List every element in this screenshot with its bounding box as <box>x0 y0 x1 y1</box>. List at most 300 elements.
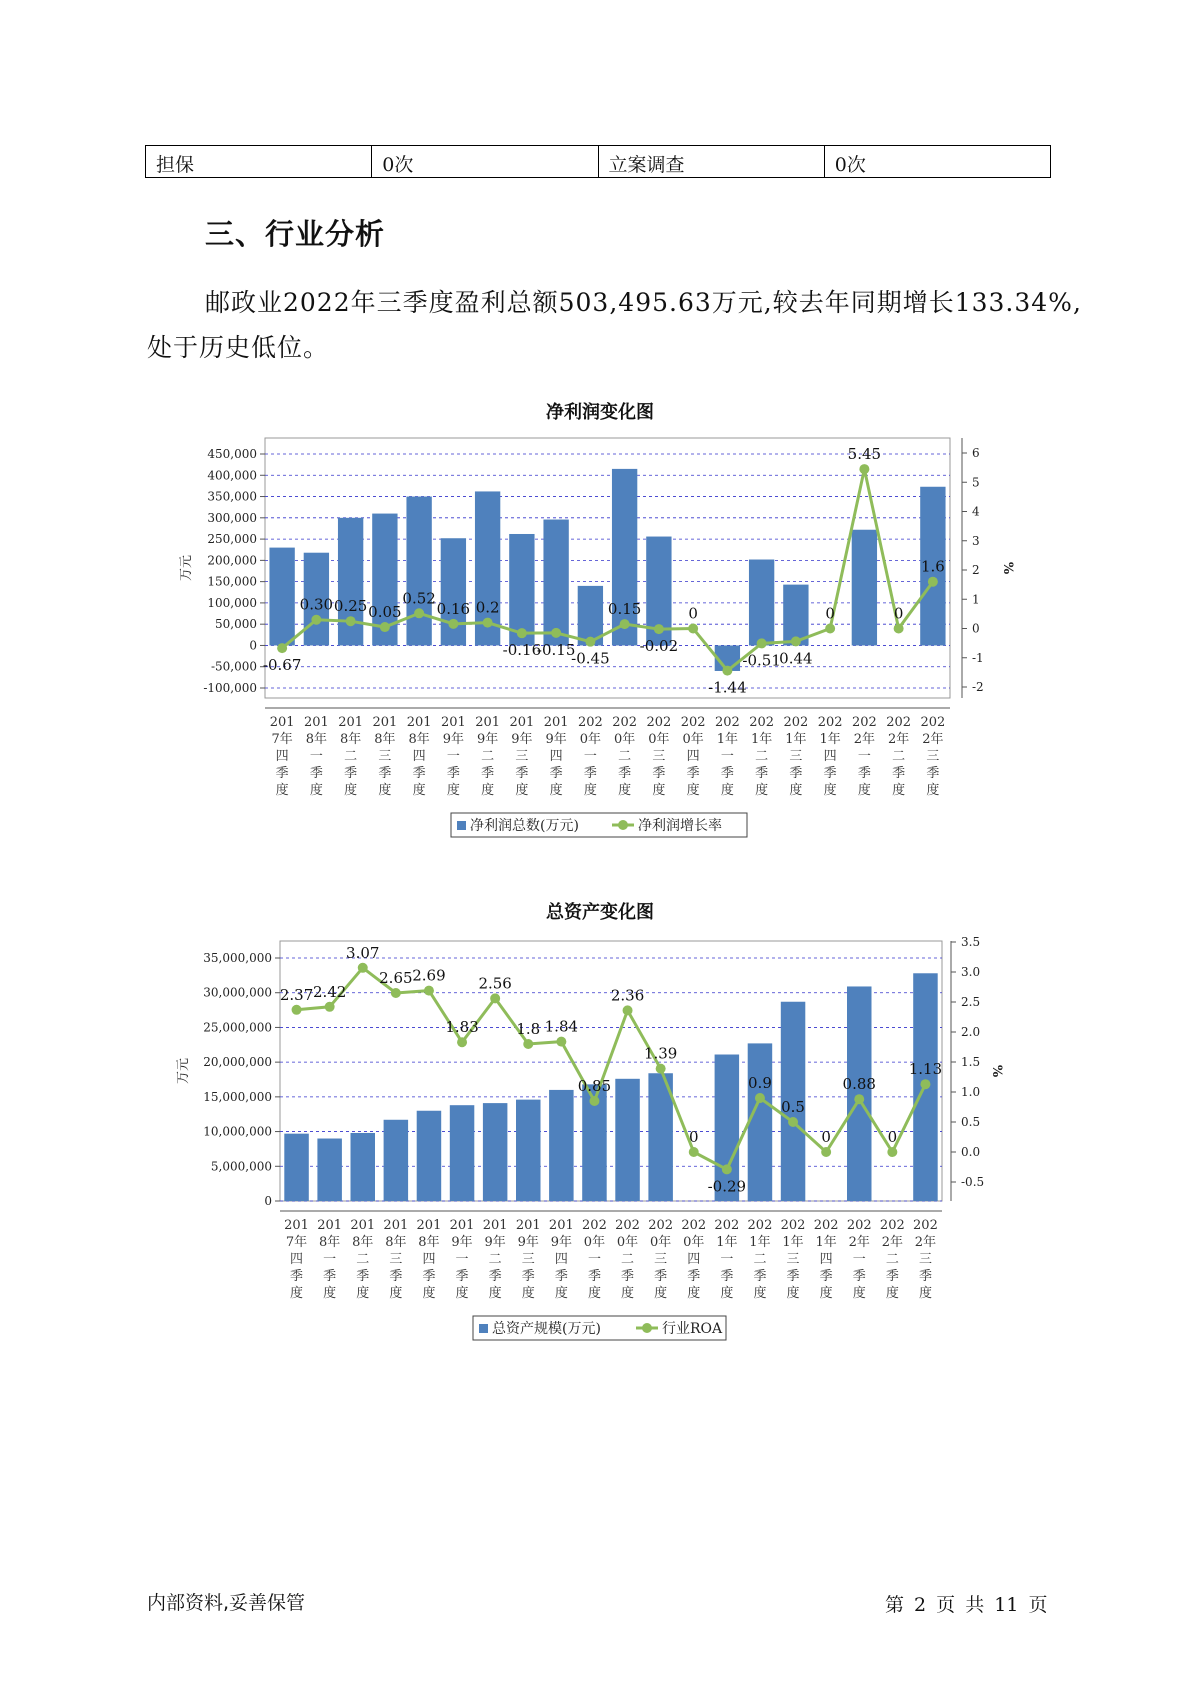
legend-swatch-bar <box>479 1324 488 1333</box>
x-tick-label: 度 <box>488 1286 502 1301</box>
point-label: 0 <box>825 604 835 623</box>
x-tick-label: 四 <box>290 1252 304 1267</box>
x-tick-label: 2年 <box>914 1235 937 1250</box>
point-label: 2.69 <box>412 966 446 985</box>
x-tick-label: 三 <box>926 749 940 764</box>
x-tick-label: 度 <box>275 783 289 798</box>
x-tick-label: 201 <box>548 1218 574 1233</box>
line-point <box>517 628 527 638</box>
bar <box>612 469 637 646</box>
x-tick-label: 季 <box>344 766 358 781</box>
point-label: 1.6 <box>920 557 945 576</box>
line-point <box>277 643 287 653</box>
x-tick-label: 2年 <box>922 732 944 747</box>
x-tick-label: 季 <box>309 766 323 781</box>
x-tick-label: 度 <box>753 1286 767 1301</box>
x-tick-label: 季 <box>852 1269 866 1284</box>
y-tick-label: 300,000 <box>207 510 257 525</box>
point-label: 0.30 <box>299 595 334 614</box>
x-tick-label: 9年 <box>545 732 567 747</box>
line-point <box>791 636 801 646</box>
x-tick-label: 四 <box>819 1252 833 1267</box>
x-tick-label: 8年 <box>385 1235 407 1250</box>
x-tick-label: 一 <box>852 1252 866 1267</box>
x-tick-label: 季 <box>926 766 940 781</box>
table-cell: 立案调查 <box>598 146 824 178</box>
x-tick-label: 度 <box>290 1286 304 1301</box>
point-label: 0.88 <box>842 1075 876 1094</box>
x-tick-label: 三 <box>652 749 666 764</box>
line-point <box>556 1037 566 1047</box>
y2-axis-title: % <box>989 1064 1004 1078</box>
x-tick-label: 度 <box>687 1286 701 1301</box>
point-label: 1.84 <box>544 1017 579 1036</box>
x-tick-label: 季 <box>885 1269 899 1284</box>
point-label: 2.65 <box>379 969 413 987</box>
point-label: 0.16 <box>436 599 471 618</box>
y-tick-label: 35,000,000 <box>203 951 272 965</box>
x-tick-label: 二 <box>481 749 495 764</box>
line-point <box>854 1094 864 1104</box>
bar <box>748 1043 772 1201</box>
x-tick-label: 季 <box>378 766 392 781</box>
line-point <box>623 1005 633 1015</box>
point-label: 0.9 <box>748 1074 772 1092</box>
x-tick-label: 度 <box>720 783 734 798</box>
table-cell: 0次 <box>824 146 1050 178</box>
x-tick-label: 季 <box>755 766 769 781</box>
point-label: 0 <box>688 1128 699 1146</box>
point-label: -0.51 <box>742 651 781 670</box>
y2-tick-label: 1.0 <box>961 1085 981 1099</box>
point-label: 1.8 <box>516 1020 541 1038</box>
point-label: 2.56 <box>478 974 512 993</box>
x-tick-label: 季 <box>446 766 460 781</box>
x-tick-label: 季 <box>323 1269 337 1284</box>
y2-tick-label: -0.5 <box>961 1175 985 1189</box>
point-label: 1.39 <box>643 1044 678 1063</box>
table-cell: 担保 <box>146 146 372 178</box>
line-point <box>483 618 493 628</box>
x-tick-label: 季 <box>687 1269 701 1284</box>
x-tick-label: 8年 <box>418 1235 440 1250</box>
x-tick-label: 8年 <box>339 732 362 747</box>
x-tick-label: 201 <box>406 715 432 730</box>
x-tick-label: 度 <box>823 783 837 798</box>
bar <box>783 585 808 646</box>
x-tick-label: 季 <box>549 766 563 781</box>
x-tick-label: 9年 <box>451 1235 473 1250</box>
x-tick-label: 201 <box>509 715 535 730</box>
x-tick-label: 度 <box>587 1286 601 1301</box>
x-tick-label: 度 <box>892 783 906 798</box>
x-tick-label: 度 <box>412 783 426 798</box>
x-tick-label: 二 <box>753 1252 767 1267</box>
x-tick-label: 度 <box>686 783 700 798</box>
x-tick-label: 三 <box>389 1252 403 1267</box>
x-tick-label: 三 <box>786 1252 800 1267</box>
x-tick-label: 一 <box>720 749 734 764</box>
x-tick-label: 季 <box>753 1269 767 1284</box>
x-tick-label: 季 <box>554 1269 568 1284</box>
x-tick-label: 度 <box>720 1286 734 1301</box>
x-tick-label: 季 <box>412 766 426 781</box>
x-tick-label: 202 <box>886 715 912 730</box>
y-axis-title: 万元 <box>179 554 194 582</box>
x-tick-label: 202 <box>681 1218 707 1233</box>
x-tick-label: 度 <box>389 1286 403 1301</box>
bar <box>483 1103 507 1201</box>
analysis-paragraph: 邮政业2022年三季度盈利总额503,495.63万元,较去年同期增长133.34%,处于历史低位。 <box>147 288 1082 362</box>
x-tick-label: 度 <box>446 783 460 798</box>
line-point <box>825 624 835 634</box>
x-tick-label: 202 <box>780 1218 806 1233</box>
line-point <box>551 628 561 638</box>
x-tick-label: 季 <box>823 766 837 781</box>
y-tick-label: 0 <box>264 1194 272 1208</box>
line-point <box>346 616 356 626</box>
x-tick-label: 季 <box>481 766 495 781</box>
x-tick-label: 四 <box>422 1252 436 1267</box>
x-tick-label: 9年 <box>550 1235 572 1250</box>
bar <box>351 1133 375 1201</box>
x-tick-label: 201 <box>475 715 501 730</box>
line-point <box>920 1079 930 1089</box>
table-cell: 0次 <box>372 146 598 178</box>
y2-tick-label: 0.5 <box>961 1115 981 1129</box>
x-tick-label: 二 <box>618 749 632 764</box>
x-tick-label: 季 <box>422 1269 436 1284</box>
x-tick-label: 度 <box>918 1286 932 1301</box>
x-tick-label: 一 <box>857 749 871 764</box>
x-tick-label: 季 <box>652 766 666 781</box>
y-tick-label: 450,000 <box>207 447 257 461</box>
x-tick-label: 季 <box>654 1269 668 1284</box>
y-axis-title: 万元 <box>176 1057 191 1085</box>
x-tick-label: 201 <box>284 1218 309 1233</box>
x-tick-label: 202 <box>612 715 638 730</box>
line-point <box>523 1039 533 1049</box>
point-label: 0 <box>688 604 698 623</box>
x-tick-label: 度 <box>455 1286 469 1301</box>
x-tick-label: 8年 <box>319 1235 341 1250</box>
point-label: 0.25 <box>333 597 368 616</box>
point-label: 2.37 <box>279 985 314 1004</box>
x-tick-label: 度 <box>344 783 358 798</box>
x-tick-label: 二 <box>344 749 358 764</box>
x-tick-label: 202 <box>714 1218 740 1233</box>
chart-title-net-profit: 净利润变化图 <box>546 402 654 423</box>
x-tick-label: 0年 <box>683 1235 705 1250</box>
bar <box>847 986 871 1201</box>
y2-tick-label: 5 <box>972 475 980 490</box>
y-tick-label: 5,000,000 <box>210 1159 272 1174</box>
point-label: -0.16 <box>502 641 542 660</box>
bar <box>417 1111 441 1201</box>
y-tick-label: 200,000 <box>207 553 257 568</box>
point-label: 0.5 <box>781 1098 805 1116</box>
x-tick-label: 0年 <box>613 732 636 747</box>
x-tick-label: 1年 <box>749 1235 771 1250</box>
x-tick-label: 季 <box>455 1269 469 1284</box>
x-tick-label: 度 <box>481 783 495 798</box>
line-point <box>490 993 500 1003</box>
legend-label: 总资产规模(万元) <box>492 1321 601 1337</box>
x-tick-label: 一 <box>446 749 460 764</box>
net-profit-chart <box>0 430 1191 890</box>
x-tick-label: 二 <box>488 1252 502 1267</box>
x-tick-label: 一 <box>587 1252 601 1267</box>
x-tick-label: 度 <box>652 783 666 798</box>
y-tick-label: 250,000 <box>207 532 257 547</box>
x-tick-label: 季 <box>290 1269 304 1284</box>
line-point <box>757 638 767 648</box>
x-tick-label: 7年 <box>285 1235 308 1250</box>
x-tick-label: 四 <box>549 749 563 764</box>
y2-tick-label: 2.0 <box>961 1025 981 1039</box>
x-tick-label: 2年 <box>881 1235 903 1250</box>
line-point <box>325 1002 335 1012</box>
x-tick-label: 季 <box>786 1269 800 1284</box>
line-point <box>589 1096 599 1106</box>
x-tick-label: 季 <box>621 1269 635 1284</box>
point-label: 0.05 <box>368 603 402 622</box>
point-label: 5.45 <box>847 445 882 464</box>
point-label: -1.44 <box>708 678 747 697</box>
x-tick-label: 四 <box>554 1252 568 1267</box>
x-tick-label: 度 <box>378 783 392 798</box>
point-label: 0 <box>821 1128 831 1146</box>
y2-axis-title: % <box>1000 561 1015 575</box>
line-point <box>656 1064 666 1074</box>
bar <box>284 1134 308 1201</box>
point-label: -0.29 <box>707 1177 747 1196</box>
y2-tick-label: 3.0 <box>961 965 981 979</box>
y2-tick-label: -2 <box>972 680 984 694</box>
bar <box>441 538 466 645</box>
point-label: 0.52 <box>402 589 436 608</box>
total-assets-chart <box>0 930 1191 1360</box>
x-tick-label: 度 <box>654 1286 668 1301</box>
y2-tick-label: 3 <box>972 533 980 548</box>
bar <box>406 497 431 646</box>
chart-title-total-assets: 总资产变化图 <box>546 902 654 923</box>
x-tick-label: 季 <box>583 766 597 781</box>
point-label: -0.02 <box>639 637 679 656</box>
point-label: 0 <box>887 1128 898 1146</box>
x-tick-label: 202 <box>783 715 809 730</box>
x-tick-label: 202 <box>817 715 843 730</box>
x-tick-label: 0年 <box>583 1235 606 1250</box>
x-tick-label: 0年 <box>648 732 670 747</box>
y-tick-label: -50,000 <box>210 659 257 674</box>
x-tick-label: 三 <box>521 1252 535 1267</box>
x-tick-label: 1年 <box>716 1235 738 1250</box>
x-tick-label: 0年 <box>616 1235 639 1250</box>
legend-label: 净利润总数(万元) <box>470 818 579 834</box>
x-tick-label: 度 <box>309 783 323 798</box>
info-table <box>145 145 1051 178</box>
section-heading: 三、行业分析 <box>205 217 386 251</box>
x-tick-label: 度 <box>583 783 597 798</box>
x-tick-label: 季 <box>686 766 700 781</box>
x-tick-label: 三 <box>378 749 392 764</box>
line-point <box>585 637 595 647</box>
y2-tick-label: 0.0 <box>961 1145 981 1159</box>
x-tick-label: 1年 <box>716 732 739 747</box>
y-tick-label: 20,000,000 <box>203 1055 272 1070</box>
y-tick-label: 100,000 <box>207 595 257 610</box>
x-tick-label: 季 <box>587 1269 601 1284</box>
line-point <box>821 1147 831 1157</box>
x-tick-label: 9年 <box>511 732 533 747</box>
x-tick-label: 度 <box>515 783 529 798</box>
y-tick-label: 350,000 <box>207 489 257 504</box>
y2-tick-label: 2 <box>972 563 980 577</box>
point-label: -0.67 <box>262 656 302 675</box>
y2-tick-label: 3.5 <box>961 935 981 949</box>
x-tick-label: 202 <box>615 1218 640 1233</box>
line-point <box>688 624 698 634</box>
x-tick-label: 季 <box>819 1269 833 1284</box>
point-label: -0.15 <box>536 640 576 659</box>
x-tick-label: 季 <box>389 1269 403 1284</box>
x-tick-label: 季 <box>720 1269 734 1284</box>
x-tick-label: 201 <box>338 715 364 730</box>
x-tick-label: 201 <box>350 1218 376 1233</box>
y2-tick-label: 2.5 <box>961 995 981 1009</box>
point-label: 0.15 <box>607 600 642 619</box>
x-tick-label: 季 <box>720 766 734 781</box>
x-tick-label: 202 <box>846 1218 872 1233</box>
x-tick-label: 201 <box>383 1218 409 1233</box>
x-tick-label: 度 <box>621 1286 635 1301</box>
x-tick-label: 四 <box>687 1252 701 1267</box>
x-tick-label: 二 <box>755 749 769 764</box>
x-tick-label: 三 <box>515 749 529 764</box>
x-tick-label: 1年 <box>785 732 807 747</box>
y-tick-label: 15,000,000 <box>203 1089 272 1104</box>
x-tick-label: 202 <box>813 1218 839 1233</box>
x-tick-label: 四 <box>412 749 426 764</box>
x-tick-label: 度 <box>618 783 632 798</box>
line-point <box>414 608 424 618</box>
x-tick-label: 202 <box>913 1218 938 1233</box>
x-tick-label: 2年 <box>853 732 876 747</box>
x-tick-label: 202 <box>582 1218 607 1233</box>
point-label: 1.83 <box>445 1018 479 1037</box>
x-tick-label: 201 <box>303 715 329 730</box>
y2-tick-label: 1.5 <box>961 1055 981 1069</box>
x-tick-label: 202 <box>714 715 740 730</box>
x-tick-label: 0年 <box>579 732 602 747</box>
x-tick-label: 8年 <box>374 732 396 747</box>
y-tick-label: 50,000 <box>215 617 257 632</box>
bar <box>549 1090 573 1201</box>
line-point <box>358 963 368 973</box>
line-point <box>620 619 630 629</box>
x-tick-label: 一 <box>309 749 323 764</box>
point-label: 1.13 <box>908 1060 943 1079</box>
y2-tick-label: -1 <box>972 650 984 665</box>
x-tick-label: 三 <box>918 1252 932 1267</box>
x-tick-label: 度 <box>885 1286 899 1301</box>
x-tick-label: 9年 <box>442 732 465 747</box>
x-tick-label: 202 <box>749 715 775 730</box>
x-tick-label: 二 <box>892 749 906 764</box>
x-tick-label: 1年 <box>815 1235 837 1250</box>
x-tick-label: 202 <box>879 1218 905 1233</box>
x-tick-label: 度 <box>926 783 940 798</box>
x-tick-label: 度 <box>789 783 803 798</box>
x-tick-label: 201 <box>515 1218 541 1233</box>
line-point <box>380 622 390 632</box>
x-tick-label: 三 <box>789 749 803 764</box>
line-point <box>457 1037 467 1047</box>
y2-tick-label: 0 <box>972 621 980 636</box>
x-tick-label: 202 <box>747 1218 773 1233</box>
x-tick-label: 7年 <box>271 732 293 747</box>
x-tick-label: 季 <box>857 766 871 781</box>
x-tick-label: 度 <box>857 783 871 798</box>
point-label: 0 <box>893 604 904 623</box>
x-tick-label: 一 <box>455 1252 469 1267</box>
x-tick-label: 1年 <box>819 732 841 747</box>
x-tick-label: 一 <box>323 1252 337 1267</box>
x-tick-label: 四 <box>823 749 837 764</box>
x-tick-label: 2年 <box>887 732 910 747</box>
line-point <box>689 1147 699 1157</box>
legend-swatch-point <box>618 820 628 830</box>
x-tick-label: 201 <box>269 715 295 730</box>
x-tick-label: 一 <box>583 749 597 764</box>
point-label: -0.45 <box>571 649 610 668</box>
line-point <box>654 624 664 634</box>
x-tick-label: 度 <box>549 783 563 798</box>
y-tick-label: 25,000,000 <box>203 1020 272 1035</box>
x-tick-label: 度 <box>356 1286 370 1301</box>
x-tick-label: 202 <box>648 1218 674 1233</box>
x-tick-label: 度 <box>323 1286 337 1301</box>
x-tick-label: 度 <box>422 1286 436 1301</box>
x-tick-label: 0年 <box>682 732 704 747</box>
point-label: 2.36 <box>610 986 645 1005</box>
x-tick-label: 2年 <box>848 1235 870 1250</box>
line-point <box>722 666 732 676</box>
line-point <box>859 464 869 474</box>
bar <box>516 1100 540 1201</box>
x-tick-label: 度 <box>554 1286 568 1301</box>
x-tick-label: 8年 <box>352 1235 374 1250</box>
x-tick-label: 201 <box>440 715 466 730</box>
y-tick-label: 0 <box>249 638 257 653</box>
x-tick-label: 四 <box>275 749 289 764</box>
x-tick-label: 季 <box>618 766 632 781</box>
x-tick-label: 9年 <box>517 1235 539 1250</box>
y2-tick-label: 1 <box>972 592 980 607</box>
x-tick-label: 季 <box>892 766 906 781</box>
x-tick-label: 四 <box>686 749 700 764</box>
x-tick-label: 8年 <box>408 732 430 747</box>
point-label: 0.85 <box>577 1077 612 1095</box>
x-tick-label: 二 <box>621 1252 635 1267</box>
x-tick-label: 一 <box>720 1252 734 1267</box>
x-tick-label: 202 <box>851 715 877 730</box>
x-tick-label: 1年 <box>750 732 773 747</box>
x-tick-label: 季 <box>356 1269 370 1284</box>
x-tick-label: 8年 <box>305 732 328 747</box>
x-tick-label: 9年 <box>476 732 499 747</box>
